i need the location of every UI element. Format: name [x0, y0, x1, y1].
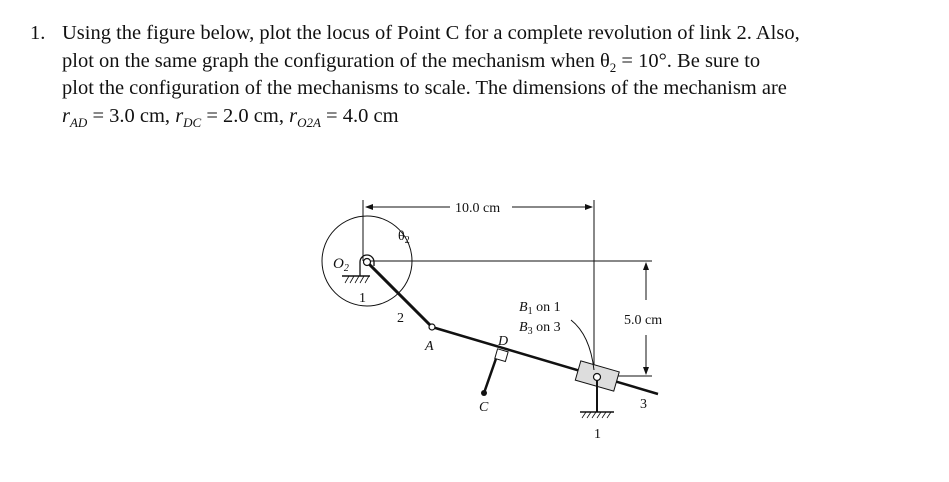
problem-number: 1.: [30, 22, 46, 44]
point-d-label: D: [498, 334, 509, 349]
dim-vertical-label: 5.0 cm: [624, 313, 663, 328]
ground-label-right: 1: [594, 427, 601, 442]
problem-line-1: Using the figure below, plot the locus of Point C for a complete revolution of link 2. Also,: [62, 22, 800, 44]
point-c-dot: [481, 390, 487, 396]
theta-label: $\theta_2$: [398, 229, 410, 246]
ground-hatch-o2: [345, 276, 369, 283]
theta-subscript: 2: [609, 59, 617, 75]
r-o2a-symbol: r: [289, 104, 298, 127]
r-o2a-value: = 4.0 cm: [320, 104, 399, 127]
point-c-label: C: [479, 400, 489, 415]
r-ad-value: = 3.0 cm,: [87, 104, 176, 127]
problem-line-3: plot the configuration of the mechanisms to scale. The dimensions of the mechanism are: [62, 77, 787, 99]
r-ad-subscript: AD: [69, 114, 88, 130]
slider-pin: [594, 374, 601, 381]
line-2-text: plot on the same graph the configuration of the mechanism when θ: [62, 49, 610, 72]
r-dc-subscript: DC: [183, 114, 202, 130]
ground-hatch-slider: [582, 412, 611, 418]
link-2-label: 2: [397, 311, 404, 326]
ground-label-left: 1: [359, 291, 366, 306]
link-3: [432, 327, 658, 394]
r-ad-symbol: r: [62, 104, 70, 127]
link-3-label: 3: [640, 397, 647, 412]
o2-label: $O_2$: [333, 256, 349, 274]
b3-label: $B_3$ on 3: [519, 320, 561, 337]
theta-value: = 10°. Be sure to: [616, 49, 761, 72]
r-dc-value: = 2.0 cm,: [201, 104, 290, 127]
r-o2a-subscript: O2A: [297, 114, 321, 130]
o2-pin: [364, 259, 371, 266]
point-a-pin: [429, 324, 435, 330]
point-a-label: A: [425, 339, 434, 354]
dim-horizontal-label: 10.0 cm: [455, 201, 501, 216]
b1-label: $B_1$ on 1: [519, 300, 561, 317]
r-dc-symbol: r: [175, 104, 184, 127]
